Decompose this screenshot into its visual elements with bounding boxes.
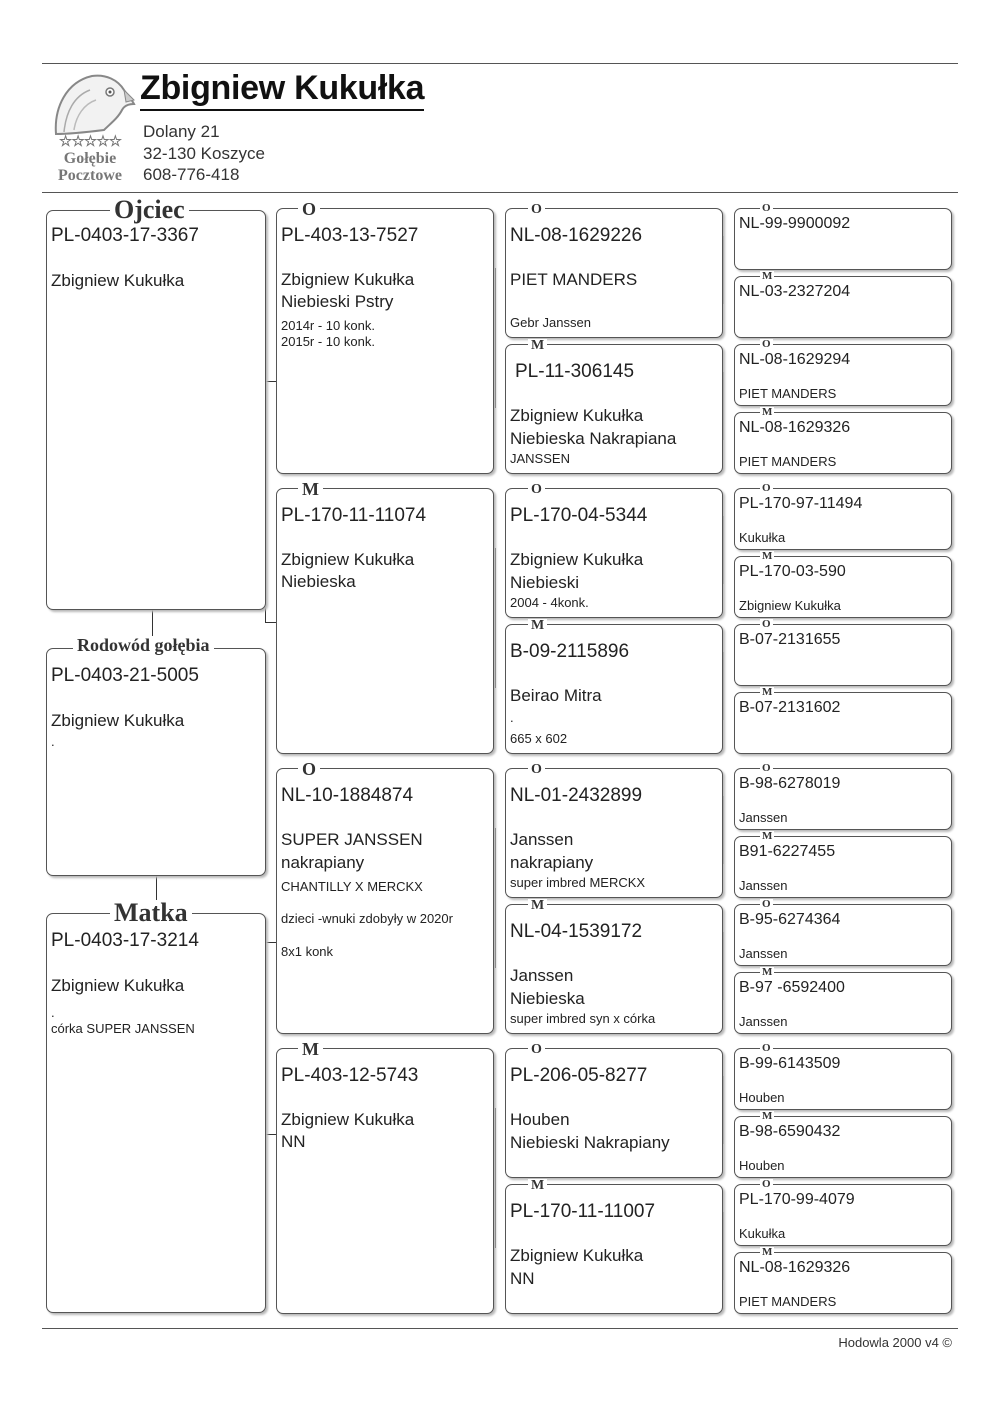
gp-mm-name: Zbigniew Kukułka	[281, 1110, 415, 1129]
ggp-fmm-name: Beirao Mitra	[510, 686, 602, 705]
g4-sex-label: O	[762, 1042, 771, 1054]
ggp-mff-sex-label: O	[528, 763, 545, 777]
ggp-mmf-ring: PL-206-05-8277	[510, 1065, 648, 1086]
connector	[723, 932, 724, 1000]
g4-name: Janssen	[739, 1014, 788, 1029]
g4-card[interactable]	[734, 556, 952, 618]
gp-fm-color: Niebieska	[281, 572, 356, 591]
g4-name: Janssen	[739, 810, 788, 825]
ggp-mff-card[interactable]	[505, 768, 723, 898]
ggp-mfm-ring: NL-04-1539172	[510, 921, 643, 942]
subject-card[interactable]	[46, 648, 266, 876]
phone: 608-776-418	[143, 165, 240, 184]
g4-ring: B-07-2131602	[739, 699, 841, 716]
logo-stars: ☆☆☆☆☆	[58, 134, 122, 150]
ggp-ffm-name: Zbigniew Kukułka	[510, 406, 644, 425]
ggp-fmf-note: 2004 - 4konk.	[510, 595, 589, 610]
gp-ff-note1: 2014r - 10 konk.	[281, 318, 375, 333]
mother-note2: córka SUPER JANSSEN	[51, 1021, 195, 1036]
ggp-mmf-sex-label: O	[528, 1043, 545, 1057]
ggp-mfm-sex-label: M	[528, 899, 547, 913]
g4-name: Houben	[739, 1090, 785, 1105]
footer-rule	[42, 1328, 958, 1329]
g4-name: PIET MANDERS	[739, 454, 837, 469]
ggp-fmm-sex-label: M	[528, 619, 547, 633]
g4-name: PIET MANDERS	[739, 1294, 837, 1309]
connector	[495, 828, 496, 968]
subject-ring: PL-0403-21-5005	[51, 665, 199, 686]
father-card[interactable]	[46, 210, 266, 610]
g4-ring: NL-03-2327204	[739, 283, 851, 300]
g4-sex-label: M	[762, 830, 773, 842]
g4-ring: B-99-6143509	[739, 1055, 841, 1072]
g4-ring: PL-170-97-11494	[739, 495, 863, 512]
g4-card[interactable]	[734, 768, 952, 830]
ggp-fff-note: Gebr Janssen	[510, 315, 591, 330]
gp-ff-card[interactable]	[276, 208, 494, 474]
subject-name: Zbigniew Kukułka	[51, 711, 185, 730]
connector	[723, 372, 724, 440]
connector	[723, 516, 724, 584]
ggp-fmm-ring: B-09-2115896	[510, 641, 630, 662]
g4-card[interactable]	[734, 1252, 952, 1314]
g4-sex-label: O	[762, 202, 771, 214]
ggp-mff-name: Janssen	[510, 830, 574, 849]
ggp-fmm-note2: 665 x 602	[510, 731, 568, 746]
ggp-mfm-name: Janssen	[510, 966, 574, 985]
connector	[495, 1108, 496, 1248]
subject-note: .	[51, 734, 55, 749]
ggp-mmm-name: Zbigniew Kukułka	[510, 1246, 644, 1265]
mother-name: Zbigniew Kukułka	[51, 976, 185, 995]
gp-mf-color: nakrapiany	[281, 853, 365, 872]
g4-card[interactable]	[734, 904, 952, 966]
ggp-fmf-sex-label: O	[528, 483, 545, 497]
g4-card[interactable]	[734, 972, 952, 1034]
gp-mm-sex-label: M	[298, 1040, 323, 1058]
address-line1: Dolany 21	[143, 122, 220, 141]
g4-sex-label: M	[762, 406, 773, 418]
logo-text-line2: Pocztowe	[58, 167, 122, 184]
g4-sex-label: O	[762, 618, 771, 630]
gp-ff-note2: 2015r - 10 konk.	[281, 334, 375, 349]
g4-sex-label: M	[762, 966, 773, 978]
ggp-fff-card[interactable]	[505, 208, 723, 338]
ggp-mmf-card[interactable]	[505, 1048, 723, 1178]
g4-card[interactable]	[734, 488, 952, 550]
ggp-fmm-note1: .	[510, 710, 514, 725]
g4-card[interactable]	[734, 836, 952, 898]
g4-card[interactable]	[734, 412, 952, 474]
footer-text: Hodowla 2000 v4 ©	[838, 1335, 952, 1350]
connector	[265, 942, 276, 943]
ggp-ffm-note: JANSSEN	[510, 451, 570, 466]
g4-card[interactable]	[734, 1048, 952, 1110]
mother-note1: .	[51, 1005, 55, 1020]
g4-card[interactable]	[734, 692, 952, 754]
ggp-mmf-name: Houben	[510, 1110, 570, 1129]
father-label: Ojciec	[110, 197, 189, 223]
g4-sex-label: O	[762, 898, 771, 910]
g4-name: Janssen	[739, 878, 788, 893]
connector	[723, 652, 724, 720]
g4-sex-label: O	[762, 762, 771, 774]
g4-sex-label: M	[762, 550, 773, 562]
pedigree-label: Rodowód gołębia	[73, 636, 214, 654]
ggp-mff-note: super imbred MERCKX	[510, 875, 646, 890]
g4-ring: B-98-6590432	[739, 1123, 841, 1140]
mother-label: Matka	[110, 900, 192, 926]
ggp-mmm-sex-label: M	[528, 1179, 547, 1193]
logo-text-line1: Gołębie	[63, 150, 117, 167]
ggp-mff-ring: NL-01-2432899	[510, 785, 643, 806]
g4-name: PIET MANDERS	[739, 386, 837, 401]
ggp-fmf-ring: PL-170-04-5344	[510, 505, 648, 526]
ggp-mmm-card[interactable]	[505, 1184, 723, 1314]
gp-mm-card[interactable]	[276, 1048, 494, 1314]
connector	[723, 236, 724, 304]
g4-ring: PL-170-03-590	[739, 563, 846, 580]
gp-mf-note3: 8x1 konk	[281, 944, 334, 959]
connector	[265, 381, 276, 382]
connector	[495, 548, 496, 688]
gp-fm-card[interactable]	[276, 488, 494, 754]
gp-mm-color: NN	[281, 1132, 306, 1151]
ggp-ffm-ring: PL-11-306145	[515, 361, 635, 382]
gp-mf-card[interactable]	[276, 768, 494, 1034]
connector	[723, 1076, 724, 1144]
ggp-fff-ring: NL-08-1629226	[510, 225, 643, 246]
g4-sex-label: M	[762, 270, 773, 282]
g4-ring: NL-08-1629326	[739, 1259, 851, 1276]
connector	[265, 622, 276, 623]
g4-name: Kukułka	[739, 1226, 786, 1241]
gp-ff-color: Niebieski Pstry	[281, 292, 394, 311]
g4-sex-label: M	[762, 1246, 773, 1258]
g4-ring: PL-170-99-4079	[739, 1191, 855, 1208]
father-name: Zbigniew Kukułka	[51, 271, 185, 290]
gp-mf-note1: CHANTILLY X MERCKX	[281, 879, 423, 894]
gp-fm-ring: PL-170-11-11074	[281, 505, 427, 526]
g4-ring: B-98-6278019	[739, 775, 841, 792]
ggp-fmf-name: Zbigniew Kukułka	[510, 550, 644, 569]
ggp-mmf-color: Niebieski Nakrapiany	[510, 1133, 670, 1152]
g4-ring: NL-99-9900092	[739, 215, 851, 232]
father-ring: PL-0403-17-3367	[51, 225, 199, 246]
g4-card[interactable]	[734, 276, 952, 338]
ggp-mmm-color: NN	[510, 1269, 535, 1288]
ggp-mfm-color: Niebieska	[510, 989, 585, 1008]
address-line2: 32-130 Koszyce	[143, 144, 265, 163]
gp-ff-name: Zbigniew Kukułka	[281, 270, 415, 289]
g4-card[interactable]	[734, 1116, 952, 1178]
g4-card[interactable]	[734, 208, 952, 270]
ggp-ffm-sex-label: M	[528, 339, 547, 353]
gp-fm-sex-label: M	[298, 480, 323, 498]
gp-mf-name: SUPER JANSSEN	[281, 830, 423, 849]
ggp-fmf-card[interactable]	[505, 488, 723, 618]
ggp-mff-color: nakrapiany	[510, 853, 594, 872]
g4-ring: NL-08-1629294	[739, 351, 851, 368]
g4-sex-label: O	[762, 1178, 771, 1190]
g4-card[interactable]	[734, 1184, 952, 1246]
g4-name: Zbigniew Kukułka	[739, 598, 841, 613]
g4-sex-label: M	[762, 686, 773, 698]
g4-ring: B-95-6274364	[739, 911, 841, 928]
g4-ring: B-97 -6592400	[739, 979, 845, 996]
g4-name: Kukułka	[739, 530, 786, 545]
g4-ring: B91-6227455	[739, 843, 836, 860]
gp-ff-sex-label: O	[298, 200, 320, 218]
g4-ring: NL-08-1629326	[739, 419, 851, 436]
ggp-fmm-card[interactable]	[505, 624, 723, 754]
g4-name: Houben	[739, 1158, 785, 1173]
ggp-mfm-note: super imbred syn x córka	[510, 1011, 656, 1026]
ggp-fmf-color: Niebieski	[510, 573, 579, 592]
connector	[723, 1212, 724, 1280]
owner-name: Zbigniew Kukułka	[140, 68, 424, 111]
g4-sex-label: O	[762, 338, 771, 350]
gp-mm-ring: PL-403-12-5743	[281, 1065, 419, 1086]
g4-card[interactable]	[734, 624, 952, 686]
g4-ring: B-07-2131655	[739, 631, 841, 648]
gp-mf-ring: NL-10-1884874	[281, 785, 414, 806]
ggp-ffm-card[interactable]	[505, 344, 723, 474]
g4-card[interactable]	[734, 344, 952, 406]
mother-card[interactable]	[46, 913, 266, 1313]
gp-ff-ring: PL-403-13-7527	[281, 225, 419, 246]
connector	[723, 796, 724, 864]
header-rule	[42, 192, 958, 193]
gp-mf-sex-label: O	[298, 760, 320, 778]
mother-ring: PL-0403-17-3214	[51, 930, 199, 951]
ggp-ffm-color: Niebieska Nakrapiana	[510, 429, 677, 448]
ggp-fff-name: PIET MANDERS	[510, 270, 638, 289]
ggp-mfm-card[interactable]	[505, 904, 723, 1034]
connector	[495, 268, 496, 408]
gp-mf-note2: dzieci -wnuki zdobyły w 2020r	[281, 911, 453, 926]
ggp-fff-sex-label: O	[528, 203, 545, 217]
connector	[265, 1134, 276, 1135]
top-rule	[42, 63, 958, 64]
g4-sex-label: M	[762, 1110, 773, 1122]
g4-sex-label: O	[762, 482, 771, 494]
ggp-mmm-ring: PL-170-11-11007	[510, 1201, 656, 1222]
gp-fm-name: Zbigniew Kukułka	[281, 550, 415, 569]
g4-name: Janssen	[739, 946, 788, 961]
